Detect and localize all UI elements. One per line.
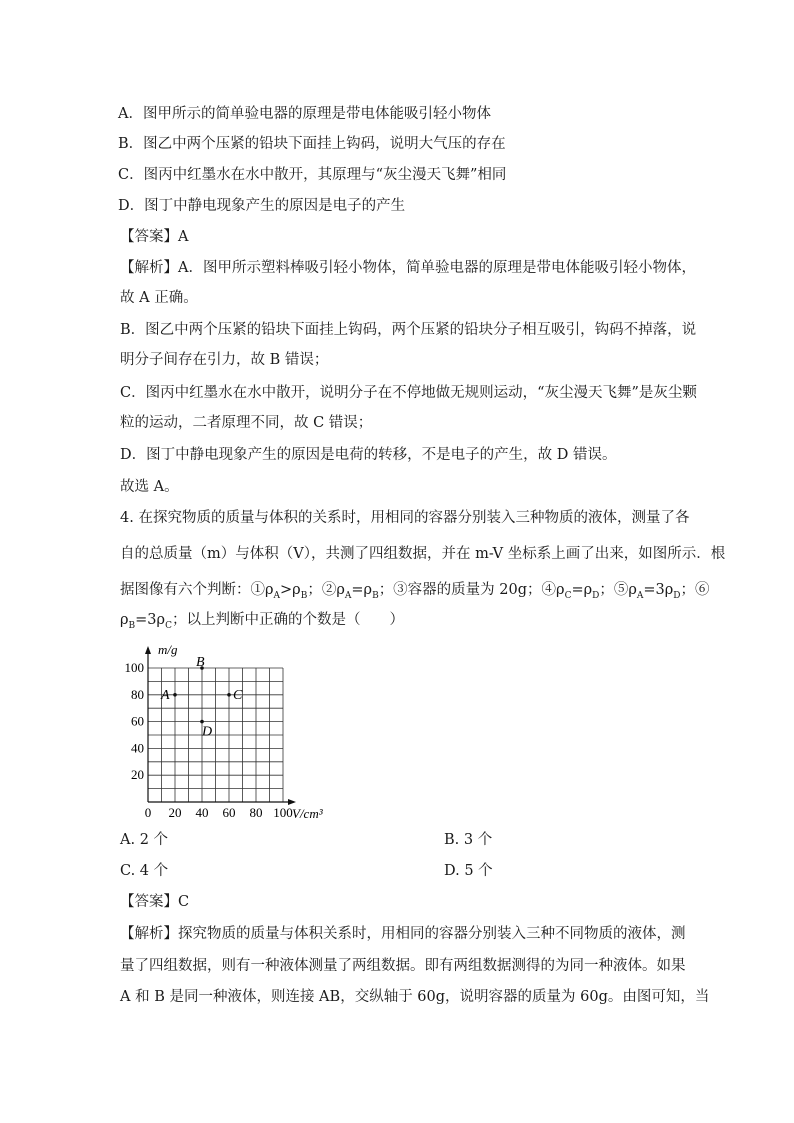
x-tick-label: 40 xyxy=(195,805,209,820)
q4-analysis-line-2: 量了四组数据，则有一种液体测量了两组数据。即有两组数据测得的为同一种液体。如果 xyxy=(120,958,686,974)
data-point-d xyxy=(200,720,204,724)
q3-option-c: C．图丙中红墨水在水中散开，其原理与“灰尘漫天飞舞”相同 xyxy=(118,167,507,183)
q4-option-a: A. 2 个 xyxy=(120,832,169,848)
q4-analysis-line-3: A 和 B 是同一种液体，则连接 AB，交纵轴于 60g，说明容器的质量为 60g。由图可知，当 xyxy=(120,989,710,1005)
data-point-label-a: A xyxy=(161,687,170,703)
q4-stem-line-1: 4. 在探究物质的质量与体积的关系时，用相同的容器分别装入三种物质的液体，测量了各 xyxy=(120,510,690,526)
q4-answer: 【答案】C xyxy=(120,894,190,910)
y-axis-arrow xyxy=(145,646,151,654)
data-point-a xyxy=(173,693,177,697)
data-point-c xyxy=(227,693,231,697)
chart-tick-labels xyxy=(125,660,293,820)
q4-stem-line-4: $\rho_B=3\rho_C$；以上判断中正确的个数是（ ） xyxy=(120,612,404,631)
q3-analysis-line-1: 【解析】A．图甲所示塑料棒吸引轻小物体，简单验电器的原理是带电体能吸引轻小物体， xyxy=(120,260,696,276)
q3-answer: 【答案】A xyxy=(120,229,189,245)
mass-volume-chart xyxy=(112,638,352,828)
q3-option-b: B．图乙中两个压紧的铅块下面挂上钩码，说明大气压的存在 xyxy=(118,136,506,152)
x-tick-label: 100 xyxy=(273,805,293,820)
q4-option-c: C. 4 个 xyxy=(120,863,169,879)
chart-axes xyxy=(145,646,296,805)
y-tick-label: 40 xyxy=(131,740,144,756)
y-tick-label: 100 xyxy=(124,660,144,675)
y-tick-label: 60 xyxy=(131,713,144,729)
q3-analysis-line-7: D．图丁中静电现象产生的原因是电荷的转移，不是电子的产生，故 D 错误。 xyxy=(120,447,617,463)
y-tick-label: 80 xyxy=(131,686,144,702)
x-tick-label: 60 xyxy=(222,805,236,820)
x-tick-label: 80 xyxy=(249,805,263,820)
q3-analysis-line-6: 粒的运动，二者原理不同，故 C 错误； xyxy=(120,415,373,431)
q3-analysis-line-5: C．图丙中红墨水在水中散开，说明分子在不停地做无规则运动，“灰尘漫天飞舞”是灰尘颗 xyxy=(120,385,697,401)
q3-analysis-line-8: 故选 A。 xyxy=(120,479,179,495)
q3-analysis-line-4: 明分子间存在引力，故 B 错误； xyxy=(120,352,329,368)
q3-analysis-line-2: 故 A 正确。 xyxy=(120,290,198,306)
x-tick-label: 0 xyxy=(144,805,152,820)
data-point-label-d: D xyxy=(202,724,213,740)
q3-option-d: D．图丁中静电现象产生的原因是电子的产生 xyxy=(118,198,406,214)
x-tick-label: 20 xyxy=(168,805,182,820)
data-point-label-b: B xyxy=(196,655,205,670)
q4-analysis-line-1: 【解析】探究物质的质量与体积关系时，用相同的容器分别装入三种不同物质的液体，测 xyxy=(120,926,686,942)
y-axis-label: m/g xyxy=(158,642,178,657)
q4-option-b: B. 3 个 xyxy=(444,832,493,848)
y-tick-label: 20 xyxy=(131,767,144,783)
q3-analysis-line-3: B．图乙中两个压紧的铅块下面挂上钩码，两个压紧的铅块分子相互吸引，钩码不掉落，说 xyxy=(120,322,697,338)
q4-stem-line-2: 自的总质量（m）与体积（V），共测了四组数据，并在 m-V 坐标系上画了出来，如图所示．根 xyxy=(120,546,726,562)
q4-option-d: D. 5 个 xyxy=(444,863,493,879)
x-axis-label: V/cm³ xyxy=(292,806,323,821)
q4-stem-line-3: 据图像有六个判断：$①\rho_A>\rho_B$；$②\rho_A=\rho_B$；③容器的质量为 20g；$④\rho_C=\rho_D$；$⑤\rho_A=3\rho_D$；⑥ xyxy=(120,582,710,601)
q3-option-a: A．图甲所示的简单验电器的原理是带电体能吸引轻小物体 xyxy=(118,106,491,122)
data-point-label-c: C xyxy=(233,687,243,703)
